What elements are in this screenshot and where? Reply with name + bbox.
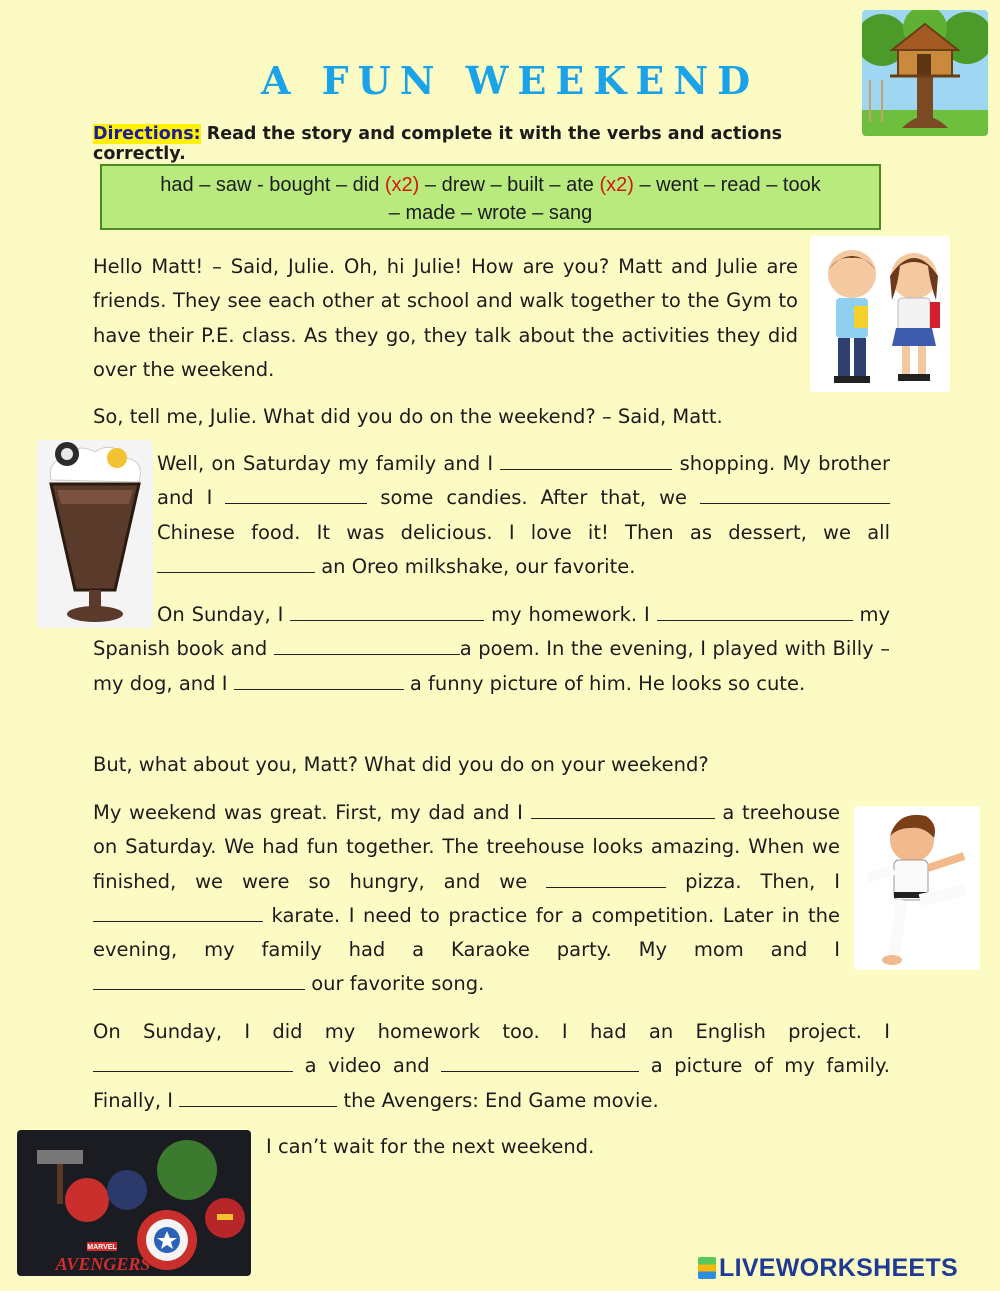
word-bank-part: had – saw - bought – did [160,174,385,196]
story-text: a video and [293,1054,442,1078]
word-bank-part: – made – wrote – sang [388,202,593,224]
answer-blank-10[interactable] [546,867,666,888]
page-title: A FUN WEEKEND [260,58,760,103]
julie-paragraph-1 [157,447,890,584]
marvel-badge: MARVEL [87,1244,117,1251]
story-text: my Spanish book and [93,603,891,661]
directions-label: Directions: [93,124,201,144]
logo-icon [698,1257,716,1279]
story-text: a funny picture of him. He looks so cute. [403,671,806,695]
answer-blank-12[interactable] [93,969,305,990]
story-text: On Sunday, I did my homework too. I had an English project. I [93,1020,890,1043]
karate-kid-image [854,806,980,970]
story-text: Well, on Saturday my family and I [157,452,501,475]
answer-blank-4[interactable] [157,552,315,573]
answer-blank-6[interactable] [657,600,853,621]
word-bank [100,164,881,230]
closing-line: I can’t wait for the next weekend. [266,1135,595,1158]
answer-blank-5[interactable] [290,600,484,621]
directions [93,124,853,164]
answer-blank-13[interactable] [93,1051,293,1072]
question-matt: But, what about you, Matt? What did you do on your weekend? [93,753,709,776]
matt-paragraph-2 [93,1015,890,1118]
answer-blank-15[interactable] [179,1086,337,1107]
question-julie: So, tell me, Julie. What did you do on the weekend? – Said, Matt. [93,405,723,428]
word-bank-part: – drew – built – ate [419,174,600,196]
word-bank-x2: (x2) [384,174,420,196]
treehouse-image [862,10,988,136]
story-text: karate. I need to practice for a competition. Later in the evening, my family had a Karaoke party. My mom and I [93,903,840,962]
word-bank-part: – went – read – took [633,174,821,196]
answer-blank-3[interactable] [700,483,890,504]
story-text: a treehouse on Saturday. We had fun together. The treehouse looks amazing. When we finished, we were so hungry, and we [93,801,840,893]
matt-paragraph-1 [93,796,840,1002]
story-text: shopping. My brother and I [157,452,890,510]
story-text: my homework. I [484,603,657,626]
story-text: My weekend was great. First, my dad and I [93,801,531,824]
directions-text: Read the story and complete it with the verbs and actions correctly. [93,124,783,164]
avengers-logo: AVENGERS [55,1254,151,1274]
word-bank-x2: (x2) [599,174,634,196]
story-text: a picture of my family. Finally, I [93,1054,890,1112]
answer-blank-7[interactable] [274,634,460,655]
julie-paragraph-2 [93,598,890,701]
story-text: our favorite song. [305,972,485,996]
story-text: pizza. Then, I [666,869,840,893]
story-text: an Oreo milkshake, our favorite. [315,554,636,578]
answer-blank-14[interactable] [441,1051,639,1072]
liveworksheets-logo[interactable] [698,1254,958,1283]
intro-paragraph: Hello Matt! – Said, Julie. Oh, hi Julie! How are you? Matt and Julie are friends. They see each other at school and walk together to the Gym to have their P.E. class. As they go, they talk about the activities they did over the weekend. [93,255,798,381]
story-text: a poem. In the evening, I played with Billy – my dog, and I [93,637,890,695]
answer-blank-9[interactable] [531,798,715,819]
story-text: Chinese food. It was delicious. I love it! Then as dessert, we all [157,520,890,544]
kids-image [810,236,950,392]
avengers-image [17,1130,251,1276]
logo-text: LIVEWORKSHEETS [719,1254,958,1282]
story-text: the Avengers: End Game movie. [337,1088,659,1112]
answer-blank-8[interactable] [234,669,404,690]
answer-blank-11[interactable] [93,901,263,922]
story-text: On Sunday, I [157,603,291,626]
answer-blank-2[interactable] [225,483,367,504]
answer-blank-1[interactable] [500,449,672,470]
story-text: some candies. After that, we [367,486,700,510]
